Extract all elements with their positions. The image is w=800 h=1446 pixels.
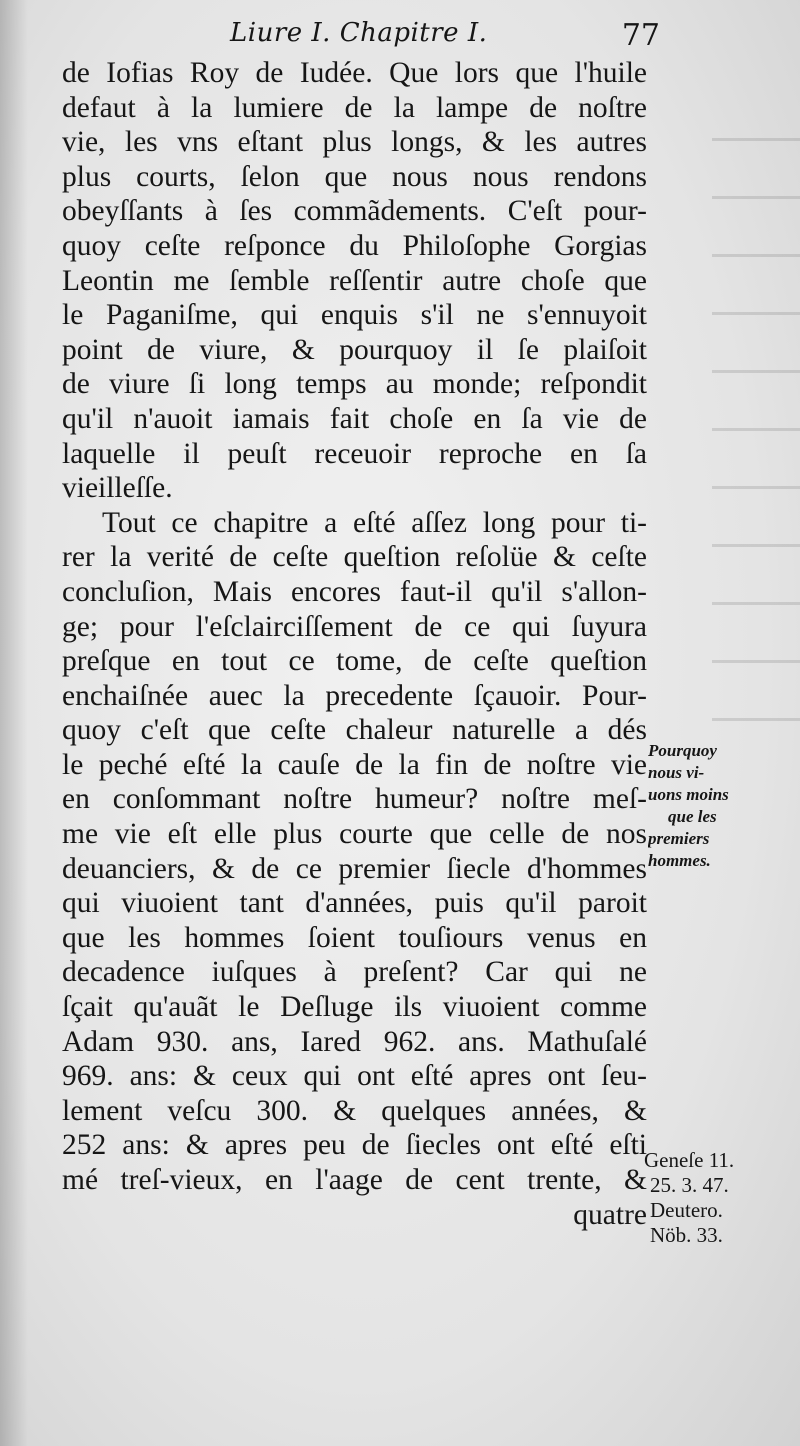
margin-note-line: hommes.	[648, 851, 711, 870]
text-line: le Paganiſme, qui enquis s'il ne s'ennuyoit	[62, 299, 647, 332]
body-text	[62, 56, 647, 1232]
catchword: quatre	[573, 1198, 647, 1231]
text-line: decadence iuſques à preſent? Car qui ne	[62, 956, 647, 989]
text-line: que les hommes ſoient touſiours venus en	[62, 921, 647, 954]
text-line: me vie eſt elle plus courte que celle de nos	[62, 818, 647, 851]
text-line: lement veſcu 300. & quelques années, &	[62, 1094, 647, 1127]
text-line: enchaiſnée auec la precedente ſçauoir. Pour-	[62, 679, 647, 712]
text-line: 969. ans: & ceux qui ont eſté apres ont ſeu-	[62, 1060, 647, 1093]
running-title: Liure I. Chapitre I.	[230, 18, 488, 48]
margin-note-line: nous vi-	[648, 763, 705, 782]
margin-reference-line: Nöb. 33.	[650, 1223, 723, 1247]
text-line: de Iofias Roy de Iudée. Que lors que l'huile	[62, 57, 647, 89]
margin-note-pourquoy	[648, 740, 800, 872]
margin-note-references	[644, 1148, 796, 1248]
text-line: vieilleſſe.	[62, 472, 173, 505]
show-through-marks	[712, 110, 800, 750]
text-line: quoy c'eſt que ceſte chaleur naturelle a dés	[62, 714, 647, 747]
text-line: en conſommant noſtre humeur? noſtre meſ-	[62, 783, 647, 816]
text-line: obeyſſants à ſes commãdements. C'eſt pour-	[62, 195, 647, 228]
margin-note-line: uons moins	[648, 785, 729, 804]
text-line: de viure ſi long temps au monde; reſpondit	[62, 368, 647, 401]
page-header	[200, 18, 660, 54]
text-line: Leontin me ſemble reſſentir autre choſe que	[62, 264, 647, 297]
text-line: plus courts, ſelon que nous nous rendons	[62, 160, 647, 193]
page-number: 77	[621, 18, 660, 53]
text-line: ſçait qu'auãt le Deſluge ils viuoient comme	[62, 991, 647, 1024]
text-line: le peché eſté la cauſe de la fin de noſtre vie	[62, 748, 647, 781]
text-line: qui viuoient tant d'années, puis qu'il paroit	[62, 887, 647, 920]
text-line: deuanciers, & de ce premier ſiecle d'hommes	[62, 852, 647, 885]
text-line: mé treſ-vieux, en l'aage de cent trente, &	[62, 1164, 647, 1196]
text-line: laquelle il peuſt receuoir reproche en ſa	[62, 437, 647, 470]
text-line: ge; pour l'eſclairciſſement de ce qui ſuyura	[62, 610, 647, 643]
text-line: Adam 930. ans, Iared 962. ans. Mathuſalé	[62, 1025, 647, 1058]
margin-reference-line: 25. 3. 47.	[650, 1173, 729, 1197]
margin-note-line: premiers	[648, 829, 710, 848]
text-line: concluſion, Mais encores faut-il qu'il s'allon-	[62, 575, 647, 608]
margin-note-line: Pourquoy	[648, 741, 717, 760]
text-line: quoy ceſte reſponce du Philoſophe Gorgias	[62, 229, 647, 262]
margin-reference-line: Geneſe 11.	[644, 1148, 735, 1172]
text-line: point de viure, & pourquoy il ſe plaiſoit	[62, 333, 647, 366]
paragraph-start-line: Tout ce chapitre a eſté aſſez long pour ti-	[102, 506, 647, 539]
text-line: 252 ans: & apres peu de ſiecles ont eſté eſti	[62, 1129, 647, 1162]
text-line: defaut à la lumiere de la lampe de noſtre	[62, 91, 647, 124]
text-line: vie, les vns eſtant plus longs, & les autres	[62, 126, 647, 159]
margin-note-line: que les	[668, 807, 717, 826]
text-line: rer la verité de ceſte queſtion reſolüe & ceſte	[62, 541, 647, 574]
margin-reference-line: Deutero.	[650, 1198, 723, 1222]
text-line: qu'il n'auoit iamais fait choſe en ſa vie de	[62, 402, 647, 435]
page-gutter-shadow	[0, 0, 28, 1446]
text-line: preſque en tout ce tome, de ceſte queſtion	[62, 645, 647, 678]
